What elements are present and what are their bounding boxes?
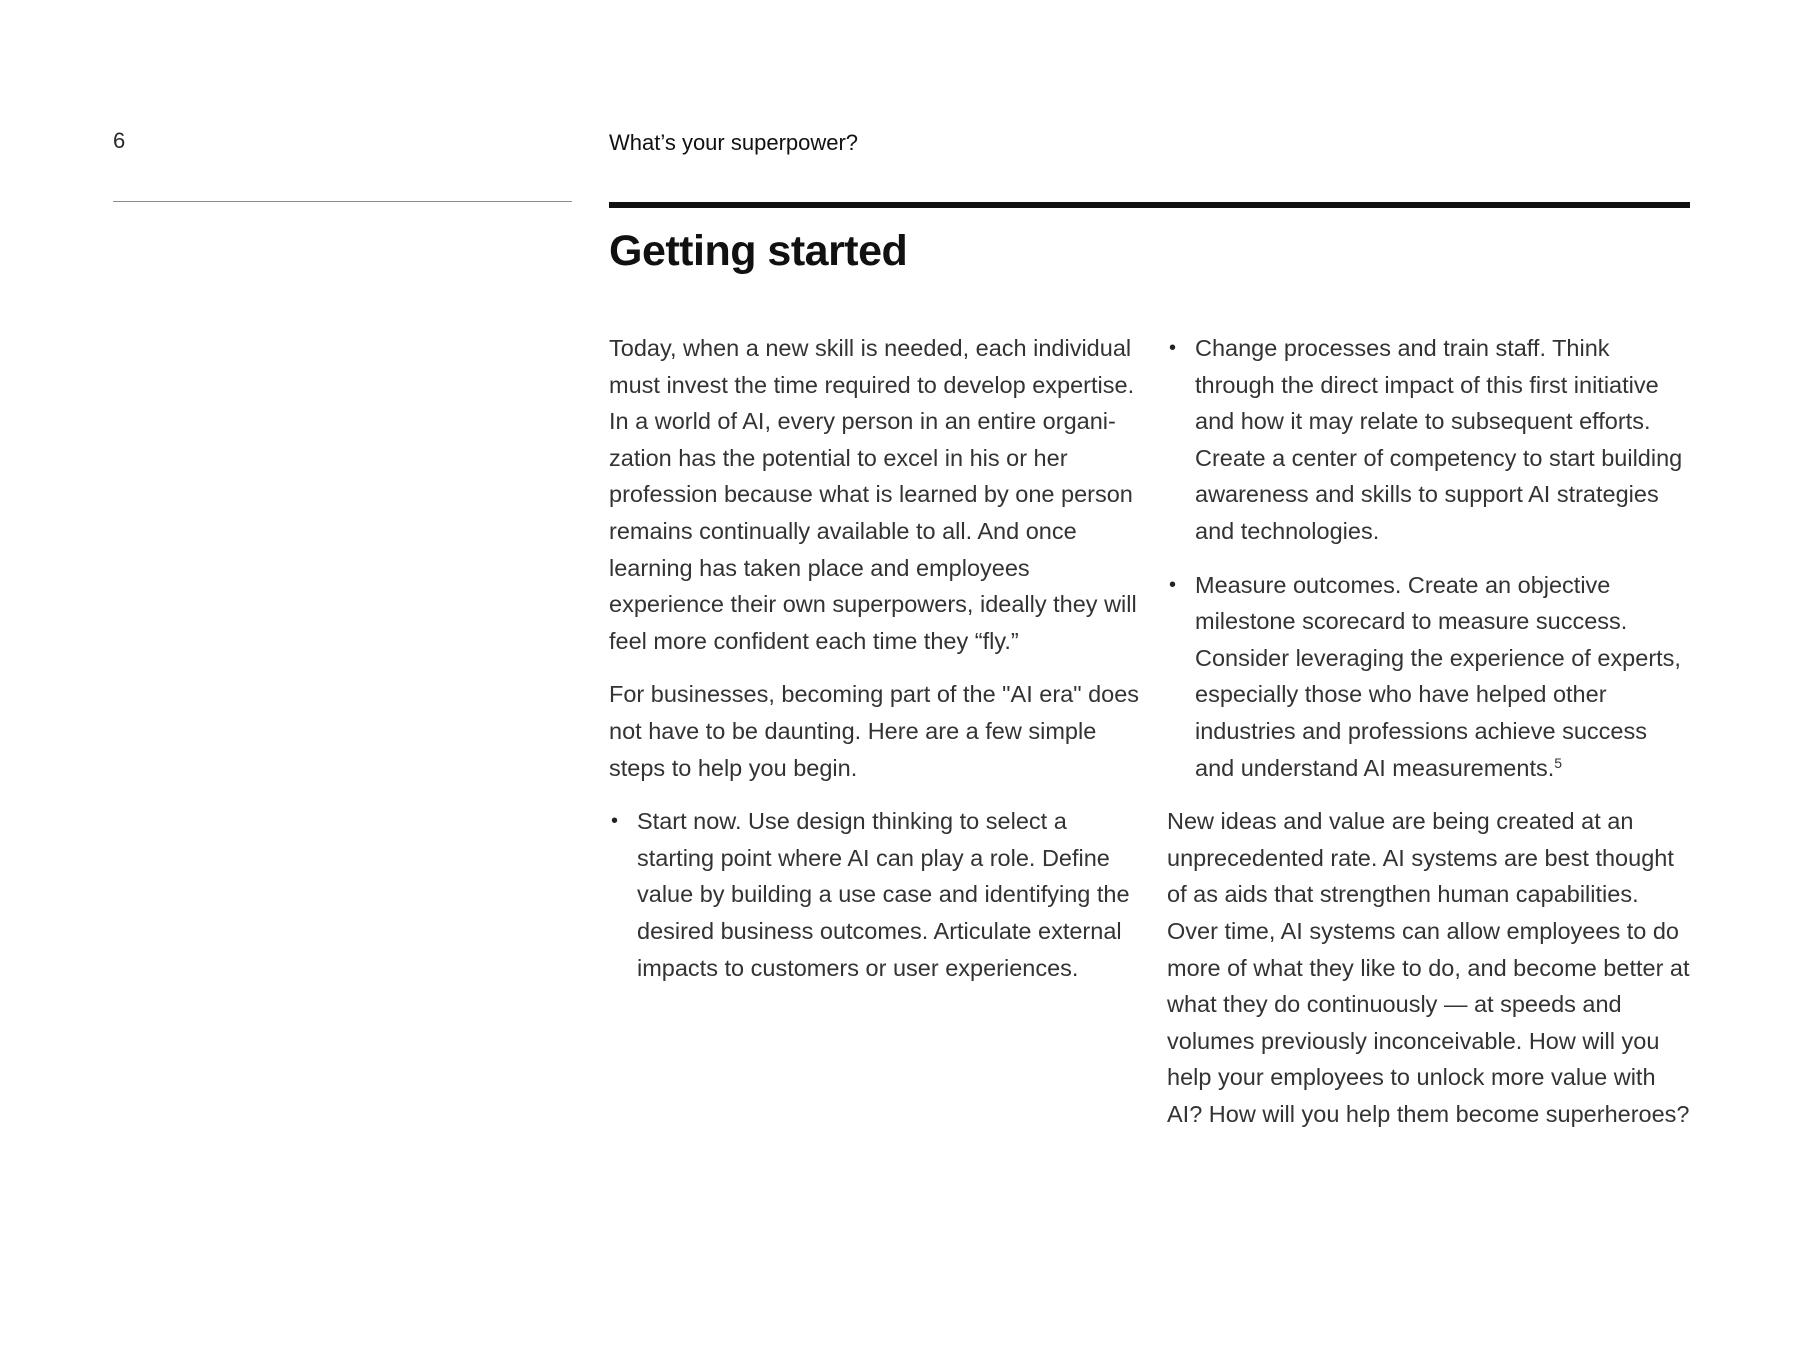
- bullet-icon: •: [1169, 337, 1177, 359]
- section-title: Getting started: [609, 227, 908, 275]
- list-item-text: Start now. Use design thinking to select a starting point where AI can play a role. Define value by building a use case and identifying the desired business outcomes. Articulate external impacts to customers or user experiences.: [637, 808, 1130, 981]
- steps-intro-paragraph: For businesses, becoming part of the "AI era" does not have to be daunting. Here are a few simple steps to help you begin.: [609, 681, 1140, 781]
- list-item-start-now: [609, 803, 1144, 986]
- bullet-icon: •: [1169, 573, 1177, 596]
- left-column: [609, 330, 1144, 1003]
- list-item-measure-outcomes: [1167, 567, 1692, 787]
- intro-paragraph: Today, when a new skill is needed, each individual must invest the time required to develop expertise. In a world of AI, every person in an entire organi-zation has the potential to excel in his or her profession because what is learned by one person remains continually available to all. And once learning has taken place and employees experience their own superpowers, ideally they will feel more confident each time they “fly.”: [609, 335, 1137, 654]
- list-item-text: Measure outcomes. Create an objective milestone scorecard to measure success. Consider leveraging the experience of experts, especially those who have helped other industries and professions achieve success and understand AI measurements.: [1195, 571, 1681, 781]
- right-column: [1167, 330, 1692, 1149]
- list-item-change-processes: [1167, 330, 1692, 550]
- section-rule: [609, 202, 1690, 208]
- closing-paragraph: New ideas and value are being created at an unprecedented rate. AI systems are best thought of as aids that strengthen human capabilities. Over time, AI systems can allow employees to do more of what they like to do, and become better at what they do continuously — at speeds and volumes previously inconceivable. How will you help your employees to unlock more value with AI? How will you help them become superheroes?: [1167, 808, 1690, 1127]
- page-number: 6: [113, 128, 126, 153]
- left-divider: [113, 201, 572, 202]
- steps-list-right: [1167, 330, 1692, 786]
- running-header: What’s your superpower?: [609, 130, 859, 155]
- bullet-icon: •: [611, 810, 619, 833]
- list-item-text: Change processes and train staff. Think through the direct impact of this first initiative and how it may relate to subsequent efforts. Create a center of competency to start building awareness and skills to support AI strategies and technologies.: [1195, 335, 1683, 544]
- footnote-marker: 5: [1554, 754, 1563, 771]
- steps-list-left: [609, 803, 1144, 986]
